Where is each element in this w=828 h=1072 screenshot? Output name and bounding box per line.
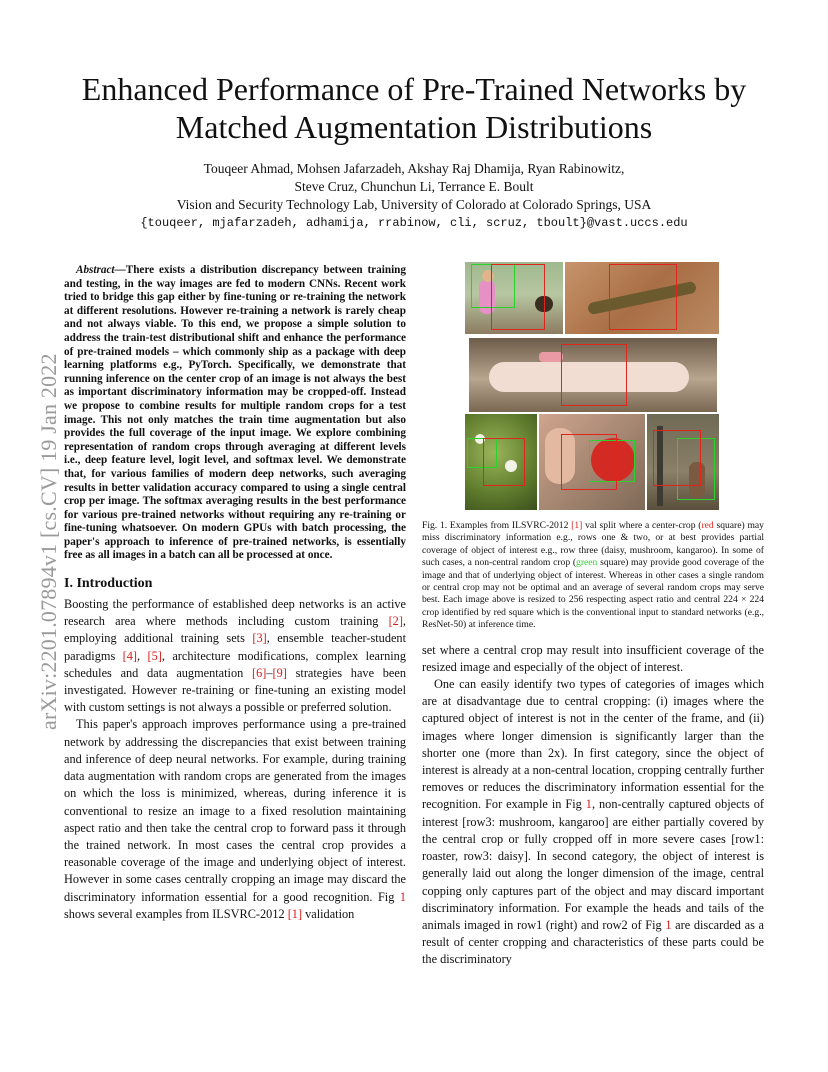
citation-link[interactable]: [2] — [388, 614, 403, 629]
intro-paragraph-2 — [64, 716, 406, 922]
text-run: One can easily identify two types of categories of images which are at disadvantage due to central cropping: (i) images where the captured object of interest is not in the center of the frame, and (ii) images where longer dimension is significantly larger than the shorter one (more than 2x). In first category, since the object of interest is already at a non-central location, cropping centrally further removes or reduces the discriminatory information essential for the recognition. For example in Fig — [422, 677, 764, 812]
photo-axolotl — [469, 338, 717, 412]
abstract — [64, 264, 406, 563]
author-block — [40, 160, 788, 232]
text-run: , non-centrally captured objects of interest [row3: mushroom, kangaroo] are either partially covered by the central crop or fully cropped off in more severe cases [row1: roaster, row3: daisy]. In second category, the object of interest is generally laid out along the longer dimension of the image, central copping only captures part of the object and may discard important discriminatory information. For example the heads and tails of the animals imaged in row1 (right) and row2 of Fig — [422, 797, 764, 932]
right-column — [422, 520, 764, 969]
text-run: validation — [302, 906, 355, 921]
figure-reference-link[interactable]: 1 — [585, 797, 592, 812]
center-crop-box — [561, 344, 627, 406]
photo-kangaroo — [647, 414, 719, 510]
center-crop-box — [653, 430, 701, 486]
paper-title — [40, 70, 788, 146]
center-crop-box — [483, 438, 525, 486]
text-run: , employing additional training sets — [64, 614, 406, 646]
text-run: val split where a center-crop ( — [582, 520, 702, 531]
text-run: are discarded as a result of center cropping and characteristics of these parts could be the discriminatory — [422, 917, 764, 967]
center-crop-box — [491, 264, 545, 330]
photo-lizard — [565, 262, 719, 334]
citation-link[interactable]: [5] — [147, 648, 162, 663]
text-run: square) may miss discriminatory information e.g., rows one & two, or at best provides partial coverage of object of interest e.g., row three (daisy, mushroom, kangaroo). In some of such cases, a non-central random crop ( — [422, 520, 764, 569]
figure-1-caption — [422, 520, 764, 632]
author-emails: {touqeer, mjafarzadeh, adhamija, rrabinow, cli, scruz, tboult}@vast.uccs.edu — [140, 216, 688, 230]
center-crop-box — [609, 264, 677, 330]
author-names-line-1: Touqeer Ahmad, Mohsen Jafarzadeh, Akshay Raj Dhamija, Ryan Rabinowitz, — [203, 161, 625, 176]
text-run: strategies have been investigated. However re-training or fine-tuning an existing model with custom settings is not always a possible or preferred solution. — [64, 665, 406, 715]
text-run: – — [266, 665, 273, 680]
text-run: square) may provide good coverage of the image and that of underlying object of interest. Whereas in other cases a single random or central crop may not be optimal and an average of several random crops may serve best. Each image above is resized to 256 respecting aspect ratio and central 224 × 224 crop identified by red square which is the conventional input to standard networks (e.g., ResNet-50) at inference time. — [422, 557, 764, 631]
citation-link[interactable]: [1] — [571, 520, 583, 531]
figure-1-collage — [465, 262, 719, 512]
arxiv-identifier: arXiv:2201.07894v1 [cs.CV] 19 Jan 2022 — [36, 353, 61, 730]
green-color-word: green — [576, 557, 598, 569]
red-color-word: red — [701, 520, 714, 531]
right-paragraph-categories — [422, 676, 764, 968]
intro-paragraph-1 — [64, 596, 406, 716]
left-column — [64, 264, 406, 923]
right-paragraph-continuation: set where a central crop may result into insufficient coverage of the resized image and especially of the object of interest. — [422, 642, 764, 674]
center-crop-box — [561, 434, 617, 490]
figure-reference-link[interactable]: 1 — [399, 889, 406, 904]
figure-reference-link[interactable]: 1 — [665, 917, 672, 932]
author-affiliation: Vision and Security Technology Lab, University of Colorado at Colorado Springs, USA — [176, 197, 652, 212]
citation-link[interactable]: [1] — [287, 906, 303, 921]
abstract-label: Abstract — [76, 264, 115, 276]
author-names-line-2: Steve Cruz, Chunchun Li, Terrance E. Boult — [294, 179, 534, 194]
citation-link[interactable]: [3] — [252, 631, 267, 646]
title-line-1: Enhanced Performance of Pre-Trained Networks by — [81, 71, 747, 107]
photo-mushroom — [539, 414, 645, 510]
text-run: shows several examples from ILSVRC-2012 — [64, 906, 288, 921]
citation-link[interactable]: [4] — [122, 648, 137, 663]
text-run: Fig. 1. Examples from ILSVRC-2012 — [422, 520, 572, 531]
photo-daisy — [465, 414, 537, 510]
text-run: Boosting the performance of established deep networks is an active research area where methods including custom training — [64, 597, 406, 629]
text-run: This paper's approach improves performance using a pre-trained network by addressing the discrepancies that exist between training and inference of deep neural networks. For example, during training data augmentation with random crops are generated from the images on which the loss is minimized, whereas, during inference it is conventional to resize an image to a fixed resolution maintaining aspect ratio and then take the central crop to forward pass it through the trained network. In most cases the central crop provides a reasonable coverage of the image and underlying object of interest. However in some cases centrally cropping an image may discard the discriminatory information essential for a good recognition. Fig — [64, 717, 406, 904]
photo-girl-rooster — [465, 262, 563, 334]
citation-link[interactable]: [6] — [252, 665, 267, 680]
citation-link[interactable]: [9] — [272, 665, 287, 680]
text-run: , architecture modifications, complex learning schedules and data augmentation — [64, 648, 406, 680]
abstract-text: —There exists a distribution discrepancy between training and testing, in the way images are fed to modern CNNs. Recent work tried to bridge this gap either by fine-tuning or re-training the network at different resolutions. However re-training a network is rarely cheap and not always viable. To this end, we propose a simple solution to address the train-test distributional shift and enhance the performance of pre-trained models – which commonly ship as a package with deep learning platforms e.g., PyTorch. Specifically, we demonstrate that running inference on the center crop of an image is not always the best as important discriminatory information may be cropped-off. Instead we propose to combine results for multiple random crops for a test image. This not only matches the train time augmentation but also provides the full coverage of the input image. We explore combining representation of random crops through averaging at different levels i.e., deep feature level, logit level, and softmax level. We demonstrate that, for various families of modern deep networks, such averaging results in better validation accuracy compared to using a single central crop per image. The softmax averaging results in the best performance for various pre-trained networks without requiring any re-training or fine-tuning whatsoever. On modern GPUs with batch processing, the paper's approach to inference of pre-trained networks, is essentially free as all images in a batch can all be processed at once. — [64, 264, 406, 562]
title-line-2: Matched Augmentation Distributions — [175, 109, 653, 145]
text-run: , — [137, 648, 148, 663]
text-run: , ensemble teacher-student paradigms — [64, 631, 406, 663]
section-heading-introduction: I. Introduction — [64, 576, 153, 592]
